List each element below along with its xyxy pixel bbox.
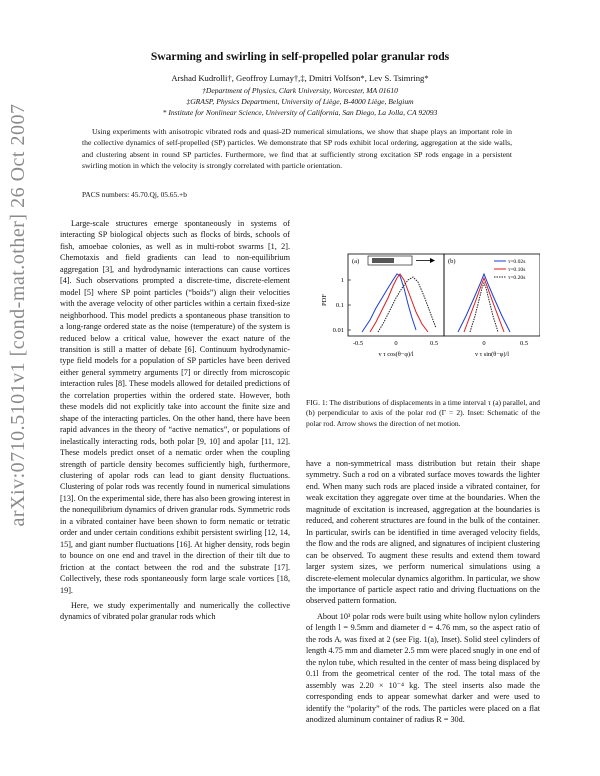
legend-entry: τ=0.20s xyxy=(508,275,526,281)
panel-b-label: (b) xyxy=(448,258,456,265)
xtick-label: 0.5 xyxy=(429,340,439,347)
xlabel-b: v τ sin(θ−φ)/l xyxy=(474,351,510,358)
affiliation-3: * Institute for Nonlinear Science, University of California, San Diego, La Jolla, CA 92093 xyxy=(162,108,438,117)
author-list: Arshad Kudrolli†, Geoffroy Lumay†,‡, Dmitri Volfson*, Lev S. Tsimring* xyxy=(171,73,429,83)
paragraph: have a non-symmetrical mass distribution but retain their shape symmetry. Such a rod on a vibrated surface moves towards the lighter end. When many such rods are placed inside a vibrated container, for weak excitation they aggregate over time at the boundaries. When the magnitude of excitation is increased, aggregation at the boundaries is reduced, and coherent structures are found in the bulk of the container. In particular, swirls can be identified in time averaged velocity fields, the flow and the rods are aligned, and signatures of incipient clustering can be observed. To augment these results and extend them toward larger system sizes, we perform numerical simulations using a discrete-element molecular dynamics algorithm. In particular, we show the importance of particle aspect ratio and driving fluctuations on the observed pattern formation. xyxy=(306,459,540,606)
paragraph: Large-scale structures emerge spontaneously in systems of interacting SP biological objects such as flocks of birds, schools of fish, amoebae colonies, as well as in multi-robot swarms [1, 2]. Chemotaxis and field gradients can lead to non-equilibrium aggregation [3], and hydrodynamic interactions can cause vortices [4]. Such observations prompted a discrete-time, discrete-element model [5] where SP point particles (“boids”) align their velocities with the average velocity of other particles within a certain fixed-size neighborhood. This model predicts a spontaneous phase transition to a long-range ordered state as the noise (temperature) of the system is reduced below a critical value, however the exact nature of the transition is still a matter of debate [6]. Continuum hydrodynamic-type field models for a population of SP particles have been derived either general symmetry arguments [7] or directly from microscopic interaction rules [8]. These models allowed for detailed predictions of the correlation properties within the ordered state. However, both these models did not explicitly take into account the finite size and shape of the interacting particles. On the other hand, there have been rapid advances in the theory of “active nematics”, or populations of inelastically interacting rods, both polar [9, 10] and apolar [11, 12]. These models predict onset of a nematic order when the coupling strength of particle density becomes sufficiently high, furthermore, clustering of apolar rods can lead to giant density fluctuations. Clustering of polar rods was recently found in numerical simulations [13]. On the experimental side, there has also been growing interest in the nonequilibrium dynamics of driven granular rods. Symmetric rods in a vibrated container have been shown to form nematic or tetratic order and under certain conditions exhibit persistent swirling [12, 14, 15], and giant number fluctuations [16]. At higher density, rods begin to bounce on one end and travel in the direction of their tilt due to friction at the contact between the rod and the substrate [17]. Collectively, these rods spontaneously form large scale vortices [18, 19]. xyxy=(60,219,290,595)
legend-entry: τ=0.02s xyxy=(508,259,526,265)
legend xyxy=(494,259,525,281)
left-column xyxy=(60,218,290,623)
rod-inset-schematic xyxy=(368,256,435,265)
series-line-a-black xyxy=(378,277,436,332)
figure-1 xyxy=(318,250,540,390)
ylabel: PDF xyxy=(321,294,328,306)
abstract: Using experiments with anisotropic vibrated rods and quasi-2D numerical simulations, we show that shape plays an important role in the collective dynamics of self-propelled (SP) particles. We demonstrate that SP rods exhibit local ordering, aggregation at the side walls, and clustering absent in round SP particles. Furthermore, we find that at sufficiently strong excitation SP rods engage in a persistent swirling motion in which the velocity is strongly correlated with particle orientation. xyxy=(82,127,512,170)
panel-a-frame xyxy=(348,254,444,336)
paragraph: About 10³ polar rods were built using white hollow nylon cylinders of length l = 9.5mm and diameter d = 4.76 mm, so the aspect ratio of the rods Aᵣ was fixed at 2 (see Fig. 1(a), Inset). Solid steel cylinders of length 4.75 mm and diameter 2.5 mm were placed snugly in one end of the nylon tube, which resulted in the center of mass being displaced by 0.1l from the geometrical center of the rod. The total mass of the assembly was 2.20 × 10⁻⁴ kg. The steel inserts also made the corresponding ends to appear somewhat darker and were used to identify the “polarity” of the rods. The particles were placed on a flat anodized aluminum container of radius R = 30d. xyxy=(306,611,540,724)
paragraph: Here, we study experimentally and numerically the collective dynamics of vibrated polar granular rods which xyxy=(60,600,290,622)
paper-title: Swarming and swirling in self-propelled polar granular rods xyxy=(150,50,450,63)
arxiv-stamp: arXiv:0710.5101v1 [cond-mat.other] 26 Oct 2007 xyxy=(7,103,29,527)
right-column xyxy=(306,458,540,725)
legend-entry: τ=0.10s xyxy=(508,267,526,273)
figure-caption: FIG. 1: The distributions of displacements in a time interval τ (a) parallel, and (b) perpendicular to axis of the polar rod (Γ = 2). Inset: Schematic of the polar rod. Arrow shows the direction of net motion. xyxy=(306,398,540,428)
xtick-label: -0.5 xyxy=(352,340,364,347)
affiliation-1: †Department of Physics, Clark University, Worcester, MA 01610 xyxy=(202,86,398,95)
panel-b-frame xyxy=(444,254,540,336)
series-line-a-blue xyxy=(362,274,416,332)
xtick-label: 0 xyxy=(482,340,486,347)
ytick-label: 0.01 xyxy=(332,327,344,334)
xtick-label: 0 xyxy=(394,340,398,347)
xtick-label: 0.5 xyxy=(519,340,529,347)
series-line-b-red xyxy=(464,278,504,332)
pacs-numbers: PACS numbers: 45.70.Qj, 05.65.+b xyxy=(82,190,187,199)
xlabel-a: v τ cos(θ−φ)/l xyxy=(378,351,414,358)
panel-a-label: (a) xyxy=(352,258,360,265)
ytick-label: 0.1 xyxy=(335,302,344,309)
affiliation-2: ‡GRASP, Physics Department, University of Liège, B-4000 Liège, Belgium xyxy=(186,97,414,106)
ytick-label: 1 xyxy=(340,277,344,284)
series-line-b-black xyxy=(470,283,498,332)
